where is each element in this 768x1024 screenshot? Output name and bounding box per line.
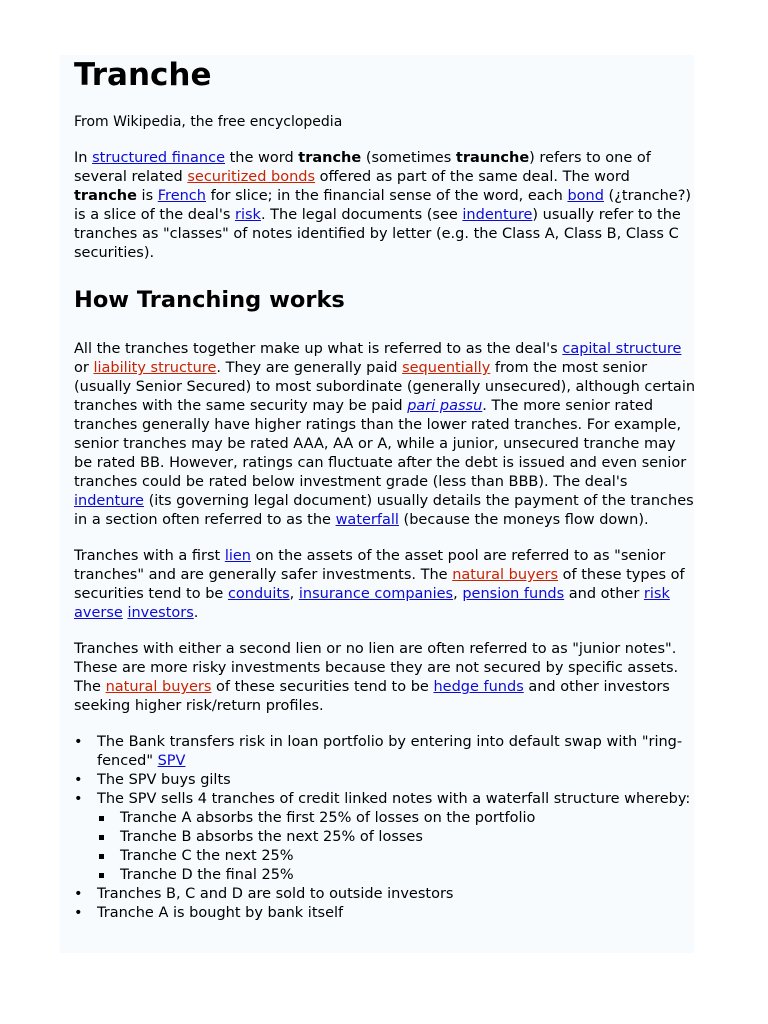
sub-list-item (97, 866, 696, 885)
paragraph-text: All the tranches together make up what is referred to as the deal's (74, 341, 563, 357)
paragraph-text: of these securities tend to be (211, 679, 434, 695)
tranching-paragraph-2 (74, 547, 696, 623)
intro-text: In (74, 150, 93, 166)
page-subtitle: From Wikipedia, the free encyclopedia (74, 114, 343, 130)
tranching-paragraph-1 (74, 340, 696, 530)
link-securitized-bonds[interactable]: securitized bonds (187, 169, 316, 185)
link-pari-passu[interactable]: pari passu (407, 398, 483, 414)
sub-bullet-list (97, 809, 696, 885)
link-natural-buyers[interactable]: natural buyers (105, 679, 212, 695)
paragraph-text: and other investors seeking higher risk/return profiles. (74, 679, 670, 714)
sub-list-item (97, 809, 696, 828)
paragraph-text: from the most senior (usually Senior Secured) to most subordinate (generally unsecured), although certain tranches with the same security may be paid (74, 360, 696, 414)
bullet-dot-icon: • (74, 772, 83, 788)
paragraph-text: . The more senior rated tranches generally have higher ratings than the lower rated tranches. For example, senior tranches may be rated AAA, AA or A, while a junior, unsecured tranche may be rated BB. However, ratings can fluctuate after the debt is issued and even senior tranches could be rated below investment grade (less than BBB). The deal's (74, 398, 687, 490)
intro-text: is (136, 188, 158, 204)
list-item (74, 733, 696, 771)
paragraph-text: (because the moneys flow down). (398, 512, 649, 528)
intro-text: for slice; in the financial sense of the word, each (205, 188, 568, 204)
paragraph-text: , (453, 586, 463, 602)
link-liability-structure[interactable]: liability structure (93, 360, 217, 376)
square-bullet-icon (99, 816, 104, 821)
bullet-dot-icon: • (74, 905, 83, 921)
link-capital-structure[interactable]: capital structure (562, 341, 682, 357)
list-item (74, 904, 696, 923)
bullet-dot-icon: • (74, 886, 83, 902)
sub-list-item-text: Tranche D the final 25% (120, 867, 294, 883)
link-insurance-companies[interactable]: insurance companies (298, 586, 454, 602)
paragraph-text: . (193, 605, 199, 621)
sub-list-item-text: Tranche A absorbs the first 25% of losses on the portfolio (120, 810, 536, 826)
intro-text: ) refers to one of several related (74, 150, 651, 185)
sub-list-item-text: Tranche B absorbs the next 25% of losses (120, 829, 423, 845)
link-sequentially[interactable]: sequentially (402, 360, 491, 376)
link-natural-buyers[interactable]: natural buyers (452, 567, 559, 583)
link-indenture[interactable]: indenture (74, 493, 144, 509)
square-bullet-icon (99, 835, 104, 840)
link-indenture[interactable]: indenture (462, 207, 533, 223)
paragraph-text: or (74, 360, 94, 376)
bullet-dot-icon: • (74, 791, 83, 807)
link-pension-funds[interactable]: pension funds (462, 586, 565, 602)
intro-text: (¿tranche?) is a slice of the deal's (74, 188, 692, 223)
paragraph-text: (its governing legal document) usually details the payment of the tranches in a section often referred to as the (74, 493, 694, 528)
list-item-text: Tranches B, C and D are sold to outside investors (97, 886, 454, 902)
paragraph-text: and other (564, 586, 644, 602)
sub-list-item (97, 847, 696, 866)
list-item-text: The SPV buys gilts (97, 772, 231, 788)
list-item-text: The SPV sells 4 tranches of credit linked notes with a waterfall structure whereby: (97, 791, 691, 807)
bullet-list (74, 733, 696, 923)
intro-text: ) usually refer to the tranches as "classes" of notes identified by letter (e.g. the Class A, Class B, Class C securities). (74, 207, 681, 261)
list-item (74, 885, 696, 904)
intro-text: the word (225, 150, 299, 166)
square-bullet-icon (99, 854, 104, 859)
link-hedge-funds[interactable]: hedge funds (433, 679, 524, 695)
link-risk-averse[interactable]: risk averse (74, 586, 670, 621)
link-risk[interactable]: risk (234, 207, 261, 223)
tranching-paragraph-3 (74, 640, 696, 716)
list-item (74, 790, 696, 885)
link-conduits[interactable]: conduits (227, 586, 290, 602)
sub-list-item (97, 828, 696, 847)
intro-bold-term: traunche (455, 150, 530, 166)
link-structured-finance[interactable]: structured finance (92, 150, 225, 166)
link-french[interactable]: French (157, 188, 206, 204)
square-bullet-icon (99, 873, 104, 878)
intro-text: . The legal documents (see (260, 207, 463, 223)
link-bond[interactable]: bond (567, 188, 604, 204)
intro-bold-term: tranche (298, 150, 362, 166)
intro-bold-term: tranche (74, 188, 137, 204)
section-heading: How Tranching works (74, 287, 345, 313)
list-item-text: The Bank transfers risk in loan portfolio by entering into default swap with "ring-fenced" (97, 734, 683, 769)
intro-text: offered as part of the same deal. The word (315, 169, 630, 185)
list-item (74, 771, 696, 790)
paragraph-text: . They are generally paid (216, 360, 403, 376)
sub-list-item-text: Tranche C the next 25% (120, 848, 294, 864)
page-title: Tranche (74, 57, 212, 93)
link-lien[interactable]: lien (224, 548, 251, 564)
paragraph-text: , (289, 586, 299, 602)
link-spv[interactable]: SPV (157, 753, 186, 769)
paragraph-text: Tranches with a first (74, 548, 225, 564)
link-waterfall[interactable]: waterfall (335, 512, 399, 528)
article (74, 56, 696, 923)
paragraph-text: Tranches with either a second lien or no lien are often referred to as "junior notes". These are more risky investments because they are not secured by specific assets. The (74, 641, 679, 695)
list-item-text: Tranche A is bought by bank itself (97, 905, 344, 921)
intro-paragraph (74, 149, 696, 263)
paragraph-text: of these types of securities tend to be (74, 567, 685, 602)
intro-text: (sometimes (361, 150, 456, 166)
bullet-dot-icon: • (74, 734, 83, 750)
link-investors[interactable]: investors (127, 605, 194, 621)
paragraph-text: on the assets of the asset pool are referred to as "senior tranches" and are generally safer investments. The (74, 548, 666, 583)
